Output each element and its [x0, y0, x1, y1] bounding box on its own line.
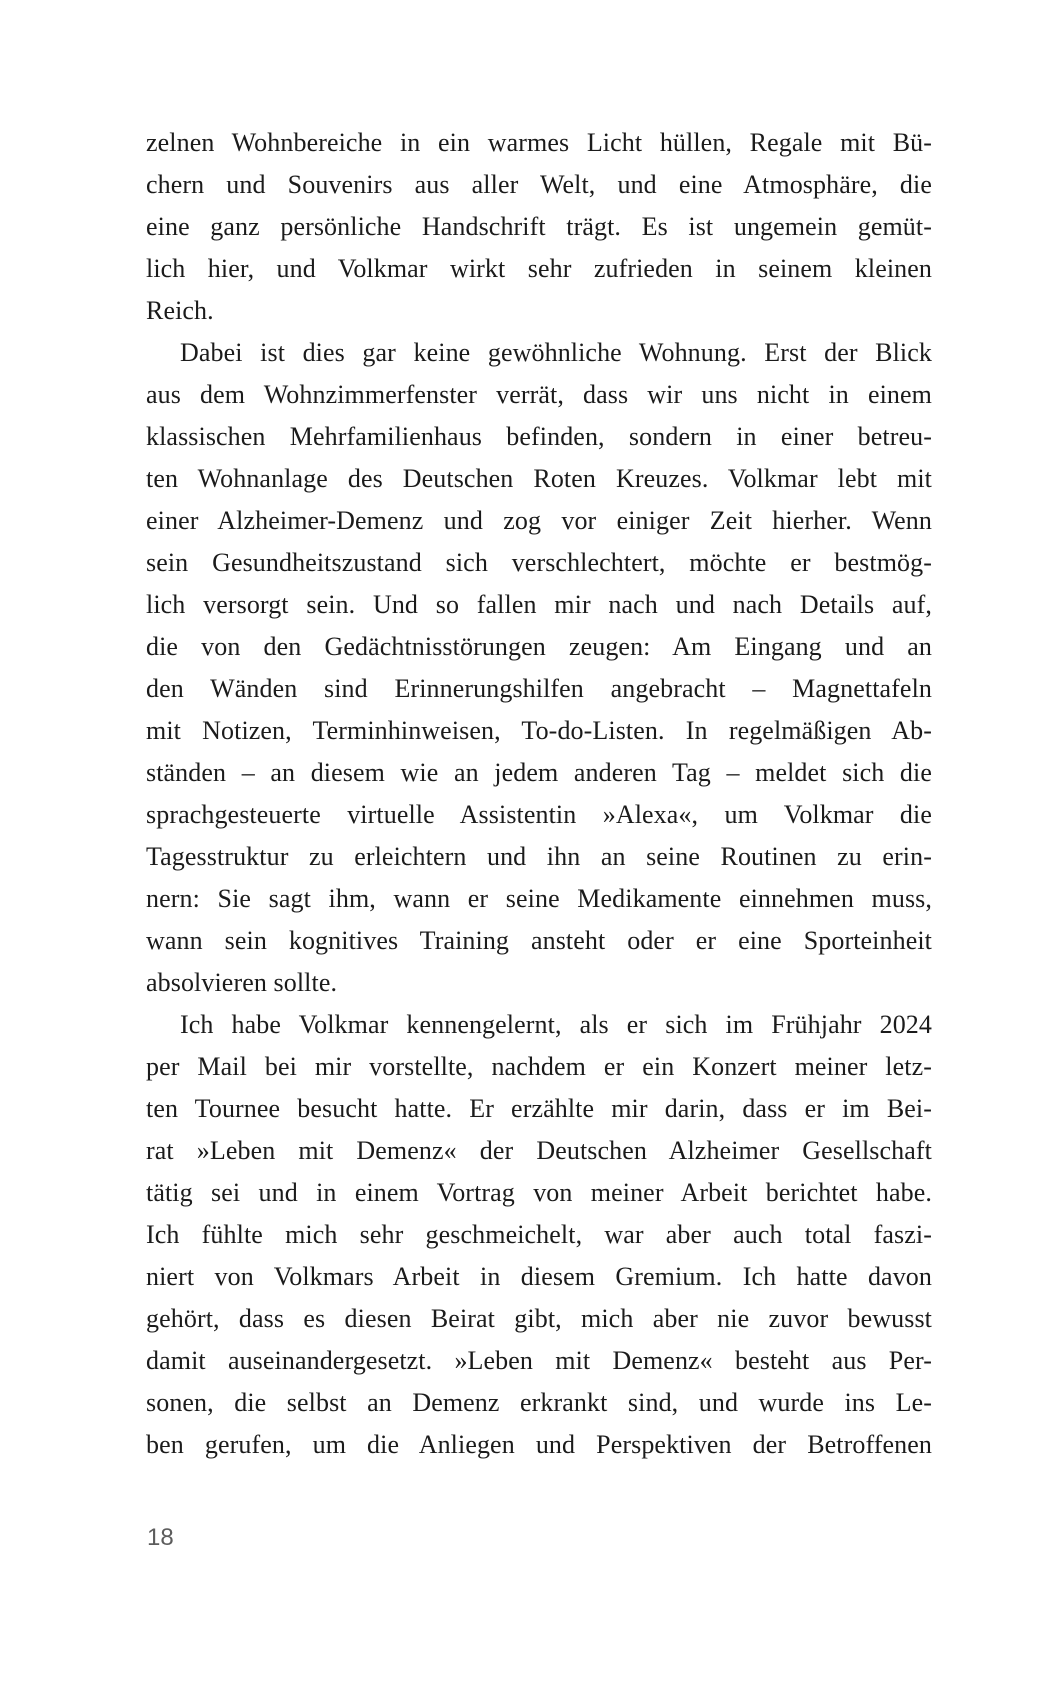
text-line: Tagesstruktur zu erleichtern und ihn an seine Routinen zu erin- — [146, 842, 932, 871]
text-line: chern und Souvenirs aus aller Welt, und eine Atmosphäre, die — [146, 170, 932, 199]
text-line: ten Tournee besucht hatte. Er erzählte mir darin, dass er im Bei- — [146, 1094, 932, 1123]
text-line: rat »Leben mit Demenz« der Deutschen Alzheimer Gesellschaft — [146, 1136, 932, 1165]
text-line: Reich. — [146, 296, 214, 325]
text-line: nern: Sie sagt ihm, wann er seine Medikamente einnehmen muss, — [146, 884, 932, 913]
text-line: sprachgesteuerte virtuelle Assistentin »Alexa«, um Volkmar die — [146, 800, 932, 829]
page-text — [146, 122, 932, 1466]
text-line: mit Notizen, Terminhinweisen, To-do-Listen. In regelmäßigen Ab- — [146, 716, 932, 745]
text-line: lich versorgt sein. Und so fallen mir nach und nach Details auf, — [146, 590, 932, 619]
text-line: niert von Volkmars Arbeit in diesem Gremium. Ich hatte davon — [146, 1262, 932, 1291]
text-line: eine ganz persönliche Handschrift trägt. Es ist ungemein gemüt- — [146, 212, 932, 241]
text-line: ständen – an diesem wie an jedem anderen Tag – meldet sich die — [146, 758, 932, 787]
text-line: den Wänden sind Erinnerungshilfen angebracht – Magnettafeln — [146, 674, 932, 703]
text-line: ten Wohnanlage des Deutschen Roten Kreuzes. Volkmar lebt mit — [146, 464, 932, 493]
text-line: Ich habe Volkmar kennengelernt, als er sich im Frühjahr 2024 — [180, 1010, 932, 1039]
text-line: sein Gesundheitszustand sich verschlechtert, möchte er bestmög- — [146, 548, 932, 577]
text-line: sonen, die selbst an Demenz erkrankt sind, und wurde ins Le- — [146, 1388, 932, 1417]
text-line: gehört, dass es diesen Beirat gibt, mich aber nie zuvor bewusst — [146, 1304, 932, 1333]
text-line: zelnen Wohnbereiche in ein warmes Licht hüllen, Regale mit Bü- — [146, 128, 932, 157]
text-line: damit auseinandergesetzt. »Leben mit Demenz« besteht aus Per- — [146, 1346, 932, 1375]
text-line: per Mail bei mir vorstellte, nachdem er ein Konzert meiner letz- — [146, 1052, 932, 1081]
text-line: aus dem Wohnzimmerfenster verrät, dass wir uns nicht in einem — [146, 380, 932, 409]
text-line: Dabei ist dies gar keine gewöhnliche Wohnung. Erst der Blick — [180, 338, 932, 367]
text-line: lich hier, und Volkmar wirkt sehr zufrieden in seinem kleinen — [146, 254, 932, 283]
text-line: klassischen Mehrfamilienhaus befinden, sondern in einer betreu- — [146, 422, 932, 451]
page-number: 18 — [147, 1524, 174, 1551]
text-line: wann sein kognitives Training ansteht oder er eine Sporteinheit — [146, 926, 932, 955]
text-line: tätig sei und in einem Vortrag von meiner Arbeit berichtet habe. — [146, 1178, 932, 1207]
text-line: ben gerufen, um die Anliegen und Perspektiven der Betroffenen — [146, 1430, 932, 1459]
text-line: absolvieren sollte. — [146, 968, 338, 997]
text-line: Ich fühlte mich sehr geschmeichelt, war aber auch total faszi- — [146, 1220, 932, 1249]
text-line: die von den Gedächtnisstörungen zeugen: Am Eingang und an — [146, 632, 932, 661]
text-line: einer Alzheimer-Demenz und zog vor einiger Zeit hierher. Wenn — [146, 506, 932, 535]
